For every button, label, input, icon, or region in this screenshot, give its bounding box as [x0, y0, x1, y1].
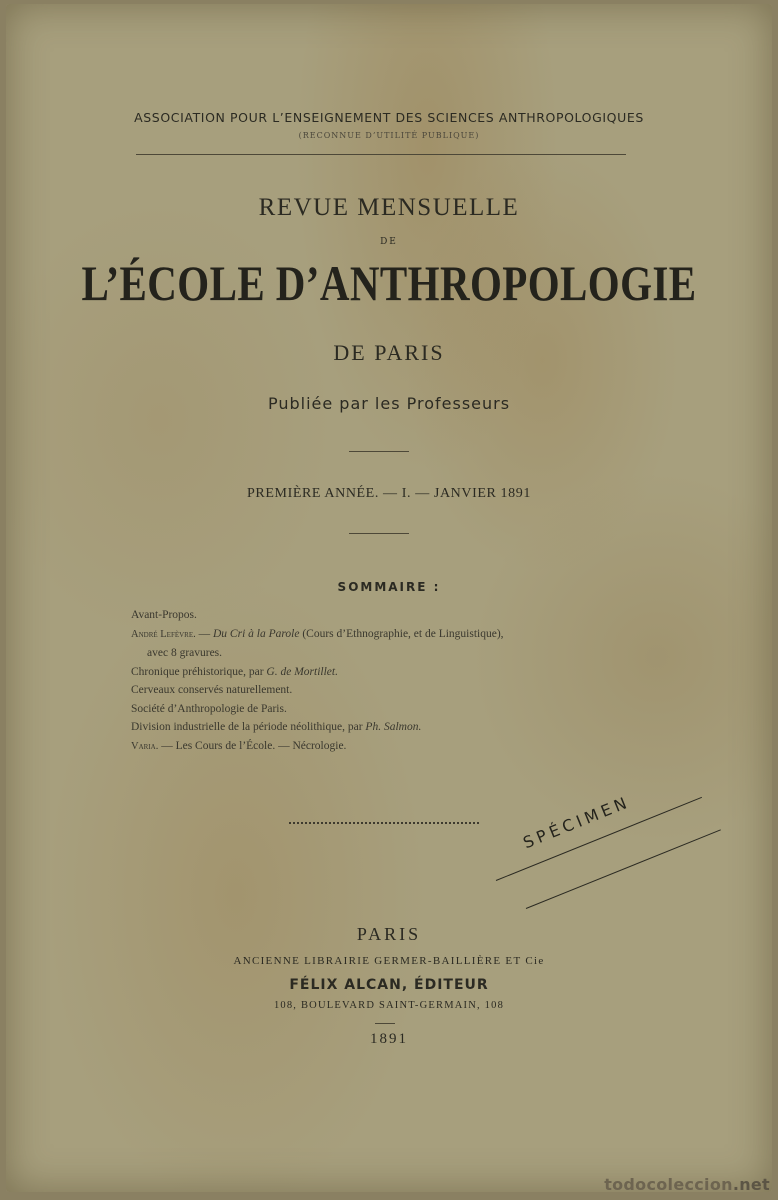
divider-rule	[349, 451, 409, 452]
toc-item: Division industrielle de la période néolithique, par Ph. Salmon.	[131, 721, 422, 733]
publication-year: 1891	[370, 1031, 408, 1047]
header-rule	[136, 154, 626, 155]
association-heading: ASSOCIATION POUR L’ENSEIGNEMENT DES SCIENCES ANTHROPOLOGIQUES	[134, 110, 644, 125]
title-de-paris: DE PARIS	[333, 340, 445, 365]
magazine-cover	[6, 4, 772, 1192]
year-rule	[375, 1023, 395, 1024]
title-revue-mensuelle: REVUE MENSUELLE	[258, 194, 520, 221]
toc-author: G. de Mortillet.	[266, 665, 338, 678]
toc-item: Varia. — Les Cours de l’École. — Nécrologie.	[131, 739, 347, 752]
toc-item: André Lefèvre. — Du Cri à la Parole (Cours d’Ethnographie, et de Linguistique),	[131, 627, 504, 640]
ornamental-rule	[289, 822, 479, 824]
watermark-logo: todocoleccion.net	[604, 1175, 770, 1194]
toc-article-title: Du Cri à la Parole	[213, 627, 300, 640]
toc-author: André Lefèvre.	[131, 628, 196, 640]
toc-item: Société d’Anthropologie de Paris.	[131, 702, 287, 715]
publisher-city: PARIS	[356, 924, 422, 944]
issue-line: PREMIÈRE ANNÉE. — I. — JANVIER 1891	[247, 486, 531, 501]
publisher-editor: FÉLIX ALCAN, ÉDITEUR	[289, 977, 489, 993]
toc-item: Cerveaux conservés naturellement.	[131, 684, 293, 696]
sommaire-heading: SOMMAIRE :	[337, 580, 441, 594]
association-note: (RECONNUE D’UTILITÉ PUBLIQUE)	[298, 131, 480, 140]
toc-label: Varia.	[131, 740, 159, 752]
table-of-contents	[131, 606, 651, 756]
publisher-address: 108, BOULEVARD SAINT-GERMAIN, 108	[273, 1000, 505, 1011]
specimen-stamp: SPÉCIMEN	[520, 792, 633, 853]
toc-item: avec 8 gravures.	[147, 647, 223, 659]
stamp-line-bottom	[526, 829, 721, 909]
divider-rule	[349, 533, 409, 534]
toc-author: Ph. Salmon.	[365, 721, 422, 733]
publisher-house: ANCIENNE LIBRAIRIE GERMER-BAILLIÈRE ET Cie	[233, 955, 545, 967]
main-title: L’ÉCOLE D’ANTHROPOLOGIE	[81, 255, 697, 311]
title-de: DE	[380, 237, 398, 247]
subtitle: Publiée par les Professeurs	[267, 394, 511, 413]
toc-item: Avant-Propos.	[131, 609, 197, 621]
toc-item: Chronique préhistorique, par G. de Mortillet.	[131, 665, 338, 678]
